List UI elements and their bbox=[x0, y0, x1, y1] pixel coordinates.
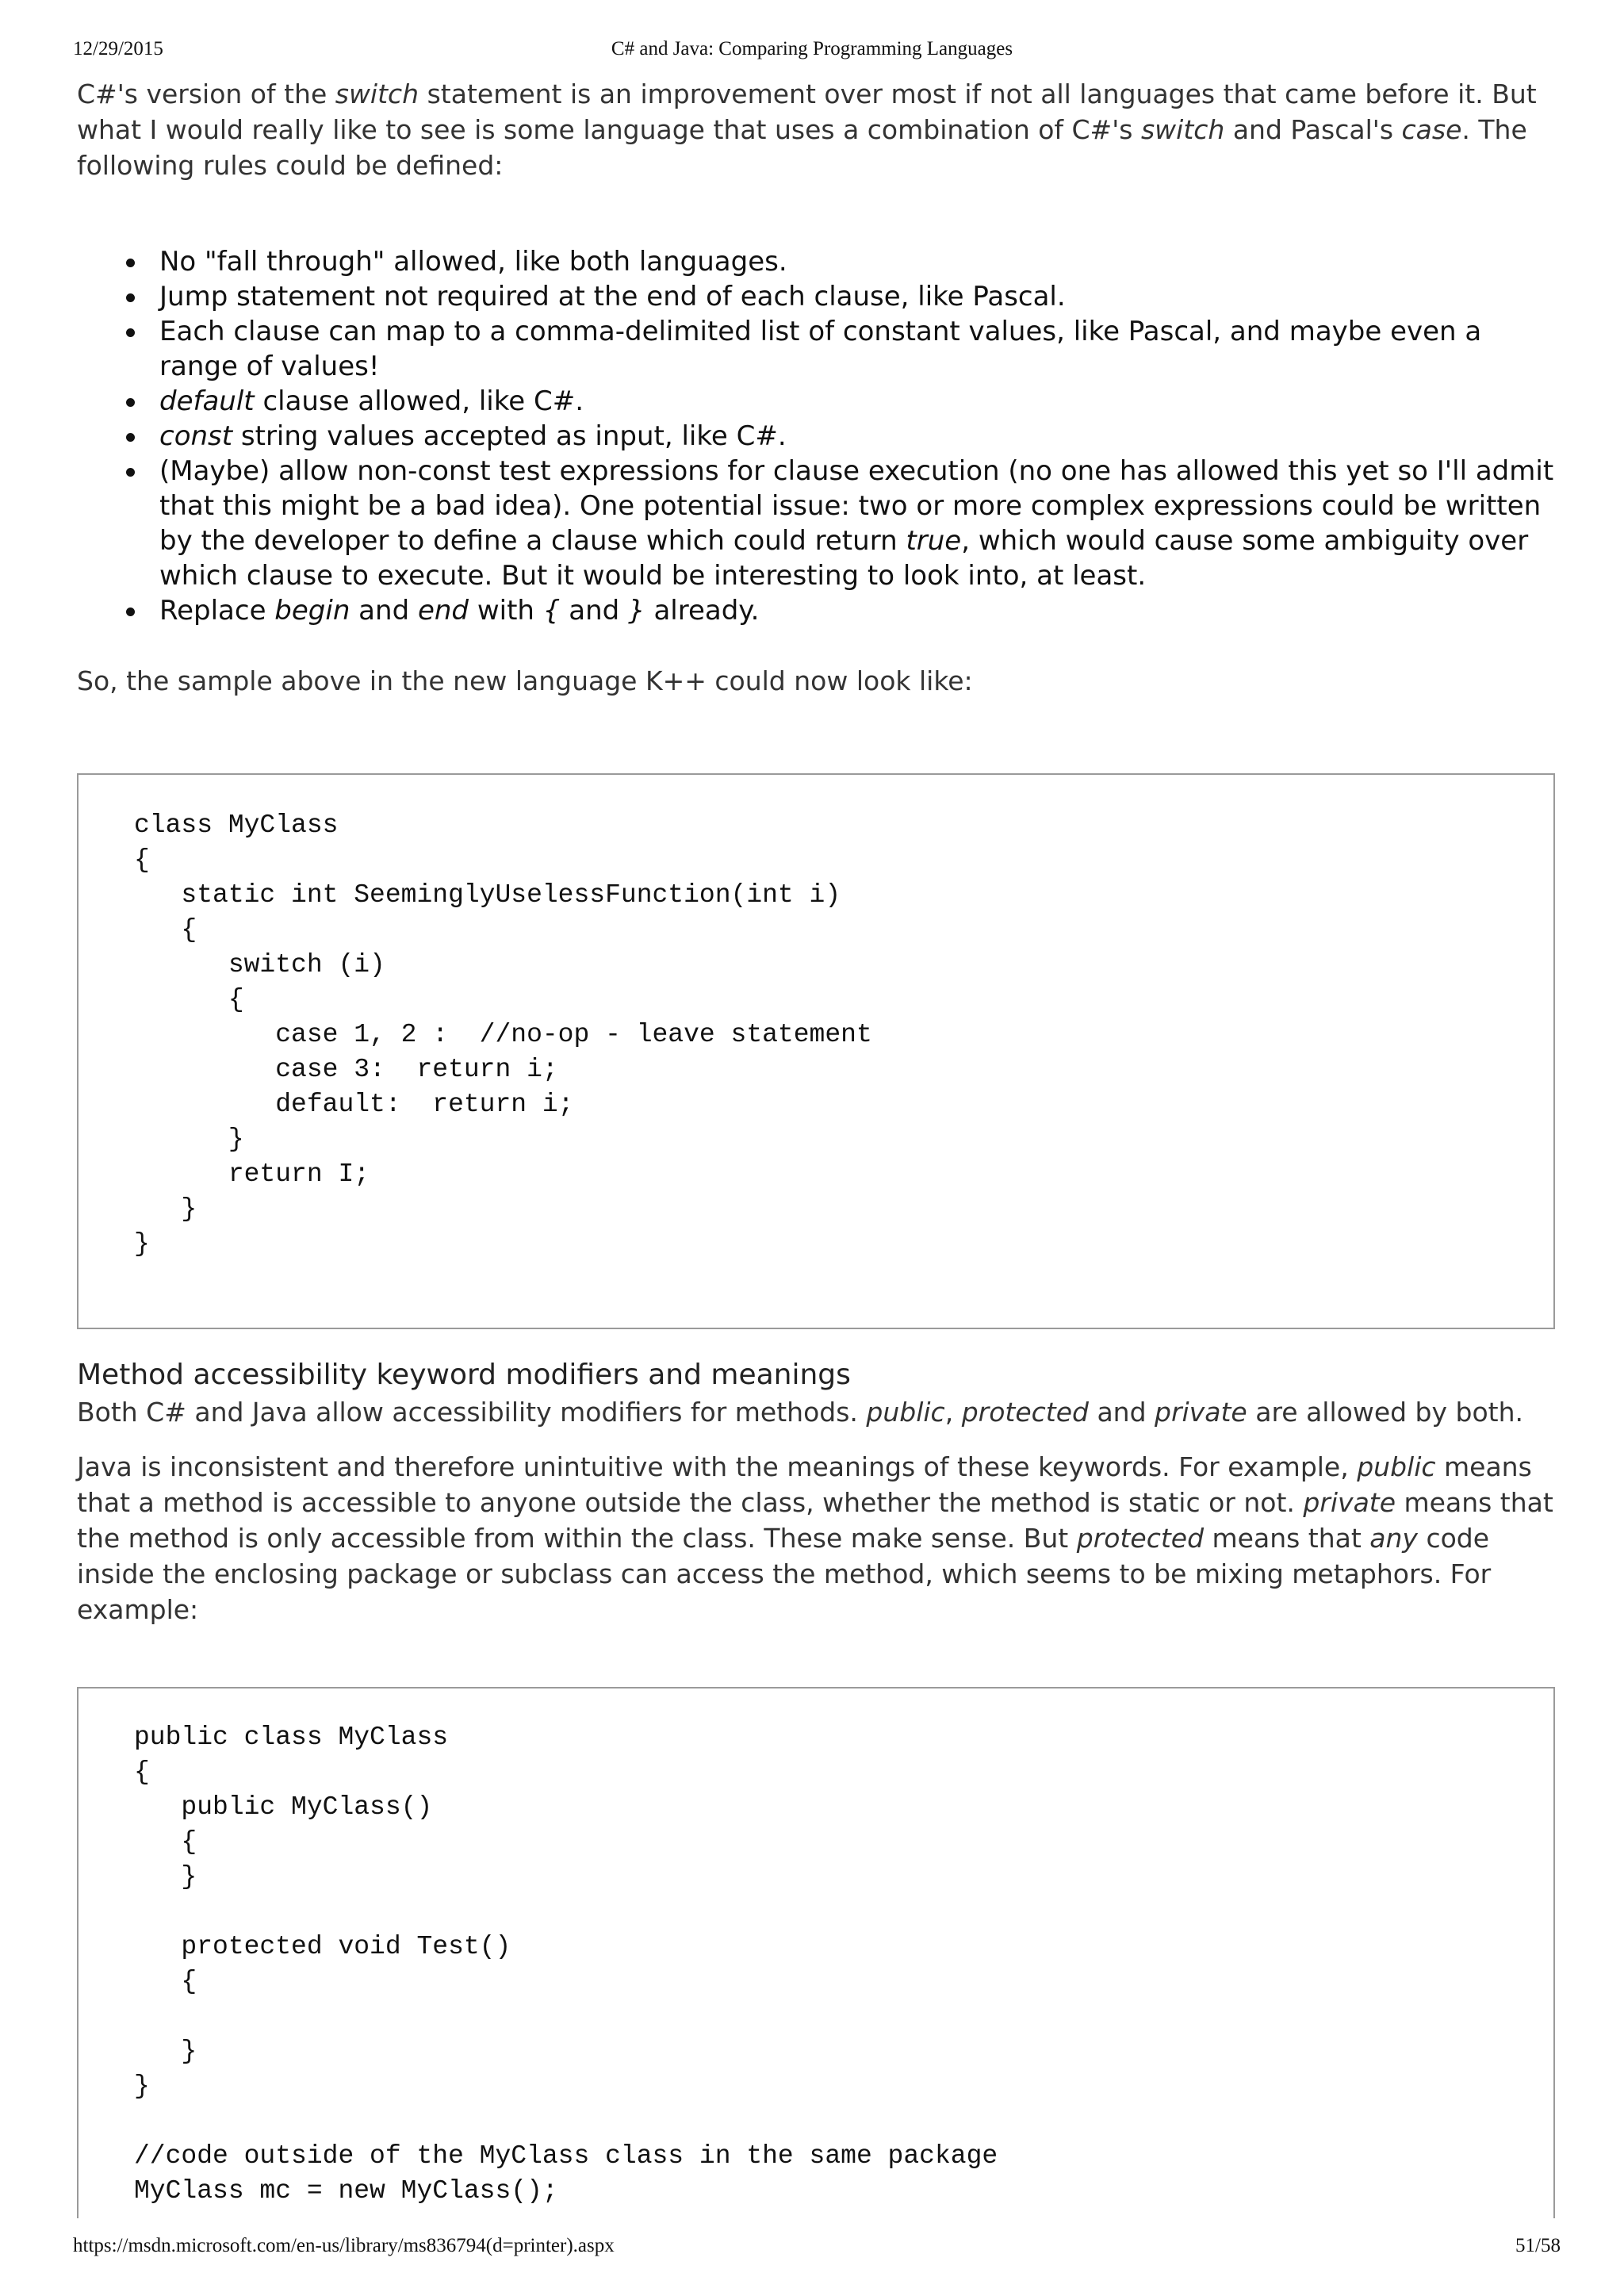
section-paragraph-1: Both C# and Java allow accessibility modifiers for methods. public, protected and private are allowed by both. bbox=[77, 1397, 1524, 1428]
code-line: } bbox=[134, 1862, 197, 1892]
article-body bbox=[77, 76, 1568, 183]
list-item: (Maybe) allow non-const test expressions for clause execution (no one has allowed this yet so I'll admit that this might be a bad idea). One potential issue: two or more complex expressions could be written by the developer to define a clause which could return true, which would cause some ambiguity over which clause to execute. But it would be interesting to look into, at least. bbox=[77, 454, 1568, 593]
code-line: case 3: return i; bbox=[134, 1055, 558, 1084]
code-listing-1 bbox=[134, 808, 1553, 1262]
code-line: } bbox=[134, 1194, 197, 1224]
header-date: 12/29/2015 bbox=[73, 38, 163, 59]
list-item: Jump statement not required at the end of each clause, like Pascal. bbox=[77, 279, 1568, 314]
list-item: Replace begin and end with { and } already. bbox=[77, 593, 1568, 628]
code-line: switch (i) bbox=[134, 950, 385, 979]
list-item: default clause allowed, like C#. bbox=[77, 384, 1568, 419]
code-line: public MyClass() bbox=[134, 1792, 433, 1822]
code-block-2 bbox=[77, 1687, 1555, 2218]
sample-intro: So, the sample above in the new language K++ could now look like: bbox=[77, 665, 973, 696]
code-line: } bbox=[134, 1229, 150, 1259]
intro-paragraph: C#'s version of the switch statement is an improvement over most if not all languages that came before it. But what I would really like to see is some language that uses a combination of C#'s switch and Pascal's case. The following rules could be defined: bbox=[77, 79, 1537, 181]
code-line: { bbox=[134, 1757, 150, 1787]
code-line: public class MyClass bbox=[134, 1723, 449, 1752]
code-line: static int SeeminglyUselessFunction(int i) bbox=[134, 880, 841, 910]
section-container bbox=[77, 1356, 1568, 1627]
header-title: C# and Java: Comparing Programming Languages bbox=[611, 38, 1013, 59]
code-line: default: return i; bbox=[134, 1090, 574, 1119]
code-line: { bbox=[134, 845, 150, 875]
code-line: } bbox=[134, 2072, 150, 2101]
code-block-1 bbox=[77, 773, 1555, 1329]
code-listing-2 bbox=[134, 1720, 1553, 2209]
code-line: class MyClass bbox=[134, 811, 339, 840]
code-line: } bbox=[134, 1125, 244, 1154]
code-line: } bbox=[134, 2037, 197, 2066]
code-line: { bbox=[134, 985, 244, 1014]
code-line: { bbox=[134, 1967, 197, 1996]
list-item: No "fall through" allowed, like both languages. bbox=[77, 244, 1568, 279]
code-line: case 1, 2 : //no-op - leave statement bbox=[134, 1020, 872, 1049]
list-item: Each clause can map to a comma-delimited list of constant values, like Pascal, and maybe even a range of values! bbox=[77, 314, 1568, 384]
code-line: protected void Test() bbox=[134, 1932, 511, 1961]
code-line: return I; bbox=[134, 1159, 370, 1189]
footer-url: https://msdn.microsoft.com/en-us/library/ms836794(d=printer).aspx bbox=[73, 2235, 615, 2256]
footer-page-number: 51/58 bbox=[1515, 2235, 1561, 2256]
code-line: { bbox=[134, 1827, 197, 1857]
sample-intro-container bbox=[77, 663, 1568, 699]
code-line bbox=[134, 2104, 1553, 2139]
rules-list-container bbox=[77, 244, 1568, 628]
section-heading: Method accessibility keyword modifiers and meanings bbox=[77, 1359, 851, 1391]
rules-list bbox=[77, 244, 1568, 628]
section-paragraph-2: Java is inconsistent and therefore unintuitive with the meanings of these keywords. For example, public means that a method is accessible to anyone outside the class, whether the method is static or not. private means that the method is only accessible from within the class. These make sense. But protected means that any code inside the enclosing package or subclass can access the method, which seems to be mixing metaphors. For example: bbox=[77, 1451, 1553, 1625]
list-item: const string values accepted as input, like C#. bbox=[77, 419, 1568, 454]
code-line: { bbox=[134, 915, 197, 945]
code-line bbox=[134, 1999, 1553, 2034]
code-line bbox=[134, 1895, 1553, 1930]
code-line: MyClass mc = new MyClass(); bbox=[134, 2176, 558, 2206]
code-line: //code outside of the MyClass class in the same package bbox=[134, 2141, 998, 2171]
